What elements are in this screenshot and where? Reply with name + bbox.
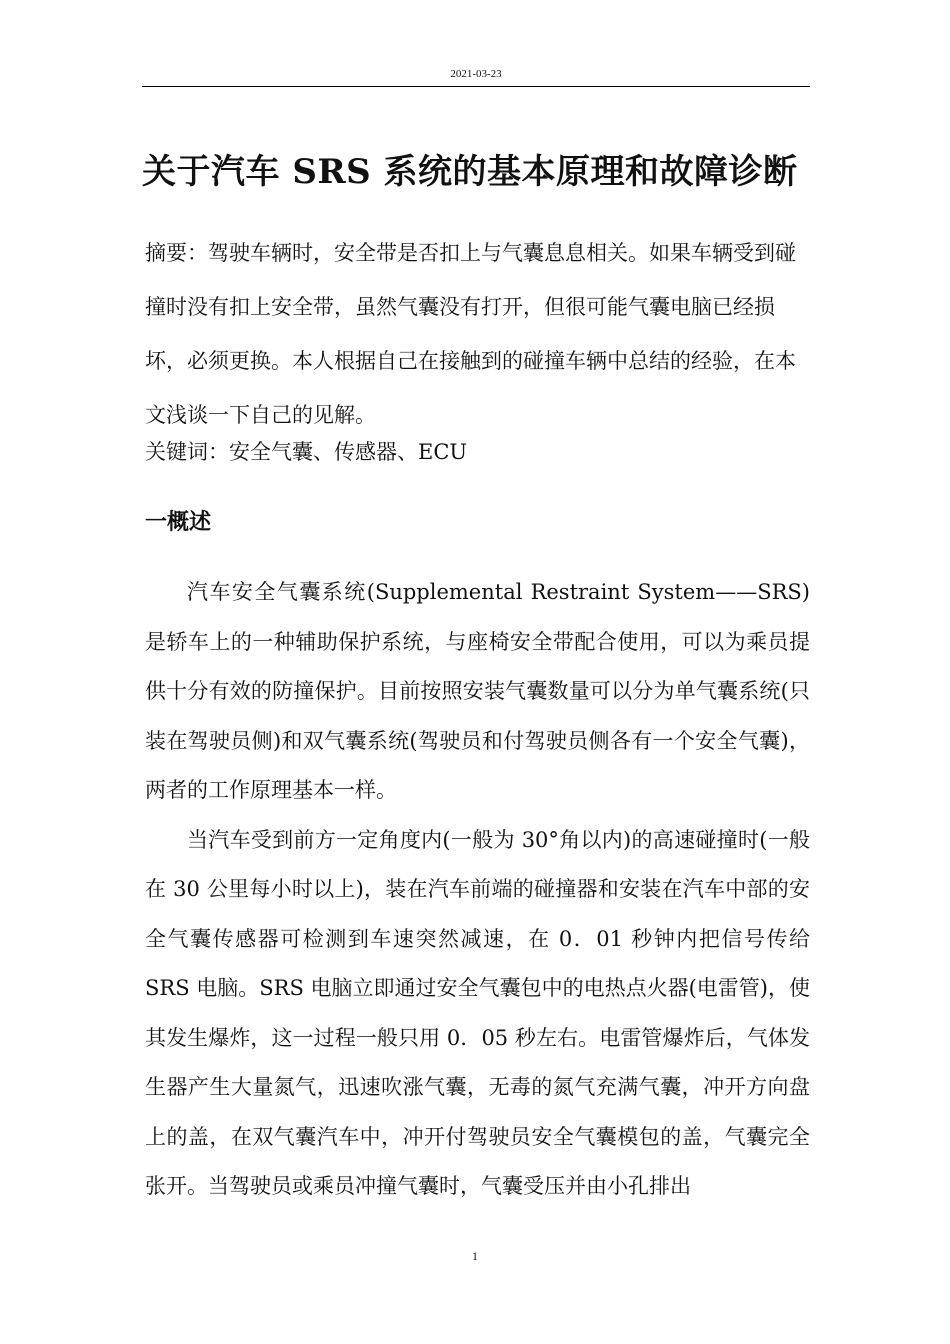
paragraph-1: 汽车安全气囊系统(Supplemental Restraint System——SRS)是轿车上的一种辅助保护系统，与座椅安全带配合使用，可以为乘员提供十分有效的防撞保护。目前按照安装气囊数量可以分为单气囊系统(只装在驾驶员侧)和双气囊系统(驾驶员和付驾驶员侧各有一个安全气囊)，两者的工作原理基本一样。 xyxy=(145,580,810,802)
page-header xyxy=(142,66,810,87)
page-number: 1 xyxy=(472,1249,478,1263)
document-title: 关于汽车 SRS 系统的基本原理和故障诊断 xyxy=(142,152,798,192)
paragraph-2: 当汽车受到前方一定角度内(一般为 30°角以内)的高速碰撞时(一般在 30 公里每小时以上)，装在汽车前端的碰撞器和安装在汽车中部的安全气囊传感器可检测到车速突然减速，在 0．01 秒钟内把信号传给 SRS 电脑。SRS 电脑立即通过安全气囊包中的电热点火器(电雷管)，使其发生爆炸，这一过程一般只用 0．05 秒左右。电雷管爆炸后，气体发生器产生大量氮气，迅速吹涨气囊，无毒的氮气充满气囊，冲开方向盘上的盖，在双气囊汽车中，冲开付驾驶员安全气囊模包的盖，气囊完全张开。当驾驶员或乘员冲撞气囊时，气囊受压并由小孔排出 xyxy=(145,827,810,1198)
header-date: 2021-03-23 xyxy=(450,68,502,80)
body-text xyxy=(145,568,810,1212)
section-heading: 一概述 xyxy=(145,510,212,535)
keywords-line: 关键词：安全气囊、传感器、ECU xyxy=(145,440,468,464)
abstract-text: 摘要：驾驶车辆时，安全带是否扣上与气囊息息相关。如果车辆受到碰撞时没有扣上安全带，虽然气囊没有打开，但很可能气囊电脑已经损坏，必须更换。本人根据自己在接触到的碰撞车辆中总结的经验，在本文浅谈一下自己的见解。 xyxy=(145,241,796,427)
abstract-block xyxy=(145,226,810,442)
